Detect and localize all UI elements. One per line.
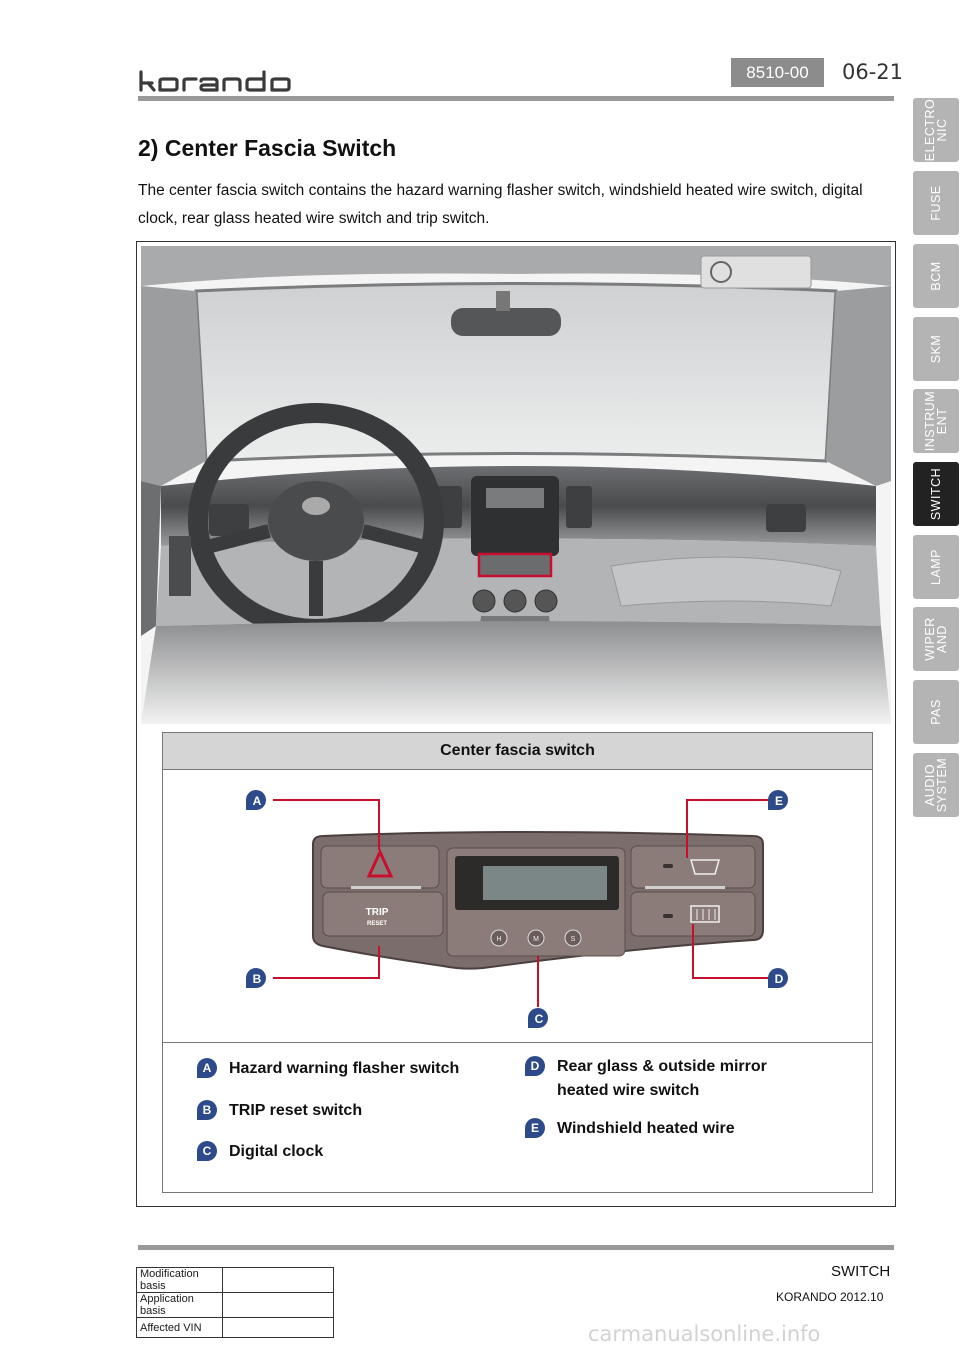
tab-label: SKM bbox=[929, 334, 943, 364]
legend-item-d bbox=[525, 1055, 767, 1103]
figure-frame bbox=[136, 241, 896, 1207]
basis-label: Modification basis bbox=[137, 1268, 223, 1293]
basis-value bbox=[223, 1268, 334, 1293]
callout-c-letter: C bbox=[534, 1012, 544, 1026]
legend-text-b: TRIP reset switch bbox=[229, 1102, 363, 1119]
callout-b-letter: B bbox=[252, 972, 262, 986]
tab-switch[interactable] bbox=[913, 462, 959, 526]
tab-label: WIPER AND bbox=[923, 617, 949, 661]
tab-label: AUDIO SYSTEM bbox=[923, 757, 949, 813]
basis-label: Affected VIN bbox=[137, 1318, 223, 1338]
legend-badge-c: C bbox=[197, 1141, 217, 1161]
panel-divider bbox=[163, 1042, 872, 1043]
switch-diagram bbox=[163, 770, 872, 1042]
legend-item-b bbox=[197, 1099, 362, 1123]
tab-label: FUSE bbox=[929, 185, 943, 221]
basis-label: Application basis bbox=[137, 1293, 223, 1318]
korando-logo bbox=[138, 70, 318, 94]
tab-bcm[interactable] bbox=[913, 244, 959, 308]
basis-table bbox=[136, 1267, 334, 1338]
tab-fuse[interactable] bbox=[913, 171, 959, 235]
reset-label: RESET bbox=[366, 921, 388, 927]
legend-badge-b: B bbox=[197, 1100, 217, 1120]
tab-label: INSTRUM ENT bbox=[923, 390, 949, 452]
watermark: carmanualsonline.info bbox=[588, 1322, 821, 1346]
footer-rule bbox=[138, 1245, 894, 1250]
tab-audio-system[interactable] bbox=[913, 753, 959, 817]
legend-badge-d: D bbox=[525, 1056, 545, 1076]
page-number: 06-21 bbox=[842, 60, 904, 84]
table-row bbox=[137, 1293, 334, 1318]
legend-badge-e: E bbox=[525, 1118, 545, 1138]
legend-item-a bbox=[197, 1057, 459, 1081]
legend-item-e bbox=[525, 1117, 735, 1141]
panel-title: Center fascia switch bbox=[163, 733, 872, 770]
tab-label: LAMP bbox=[929, 548, 943, 586]
table-row bbox=[137, 1268, 334, 1293]
callout-e-letter: E bbox=[774, 794, 784, 808]
footer-section-name: SWITCH bbox=[831, 1263, 891, 1280]
legend-item-c bbox=[197, 1140, 323, 1164]
section-code-badge: 8510-00 bbox=[731, 58, 824, 87]
header-rule bbox=[138, 96, 894, 101]
trip-label: TRIP bbox=[365, 907, 389, 918]
callout-a-letter: A bbox=[252, 794, 262, 808]
tab-instrument[interactable] bbox=[913, 389, 959, 453]
dashboard-photo bbox=[141, 246, 891, 724]
tab-lamp[interactable] bbox=[913, 535, 959, 599]
legend-badge-a: A bbox=[197, 1058, 217, 1078]
legend-text-c: Digital clock bbox=[229, 1143, 324, 1160]
legend-text-e: Windshield heated wire bbox=[557, 1120, 735, 1137]
intro-paragraph: The center fascia switch contains the hazard warning flasher switch, windshield heated wire switch, digital clock, rear glass heated wire switch and trip switch. bbox=[138, 182, 863, 227]
tab-label: ELECTRO NIC bbox=[923, 98, 949, 162]
callout-d-letter: D bbox=[774, 972, 784, 986]
basis-value bbox=[223, 1293, 334, 1318]
basis-value bbox=[223, 1318, 334, 1338]
footer-model: KORANDO 2012.10 bbox=[776, 1290, 884, 1304]
hour-label: H bbox=[496, 936, 502, 943]
minute-label: M bbox=[533, 936, 539, 943]
table-row bbox=[137, 1318, 334, 1338]
tab-label: SWITCH bbox=[929, 467, 943, 521]
legend-text-d: Rear glass & outside mirror heated wire switch bbox=[557, 1058, 767, 1099]
tab-electronic[interactable] bbox=[913, 98, 959, 162]
center-fascia-panel bbox=[162, 732, 873, 1193]
tab-label: BCM bbox=[929, 261, 943, 291]
tab-label: PAS bbox=[929, 699, 943, 725]
tab-skm[interactable] bbox=[913, 317, 959, 381]
tab-wiper[interactable] bbox=[913, 607, 959, 671]
section-title: 2) Center Fascia Switch bbox=[138, 135, 397, 161]
legend-text-a: Hazard warning flasher switch bbox=[229, 1060, 460, 1077]
tab-pas[interactable] bbox=[913, 680, 959, 744]
second-label: S bbox=[570, 936, 576, 943]
logo-text: korando bbox=[138, 70, 142, 71]
